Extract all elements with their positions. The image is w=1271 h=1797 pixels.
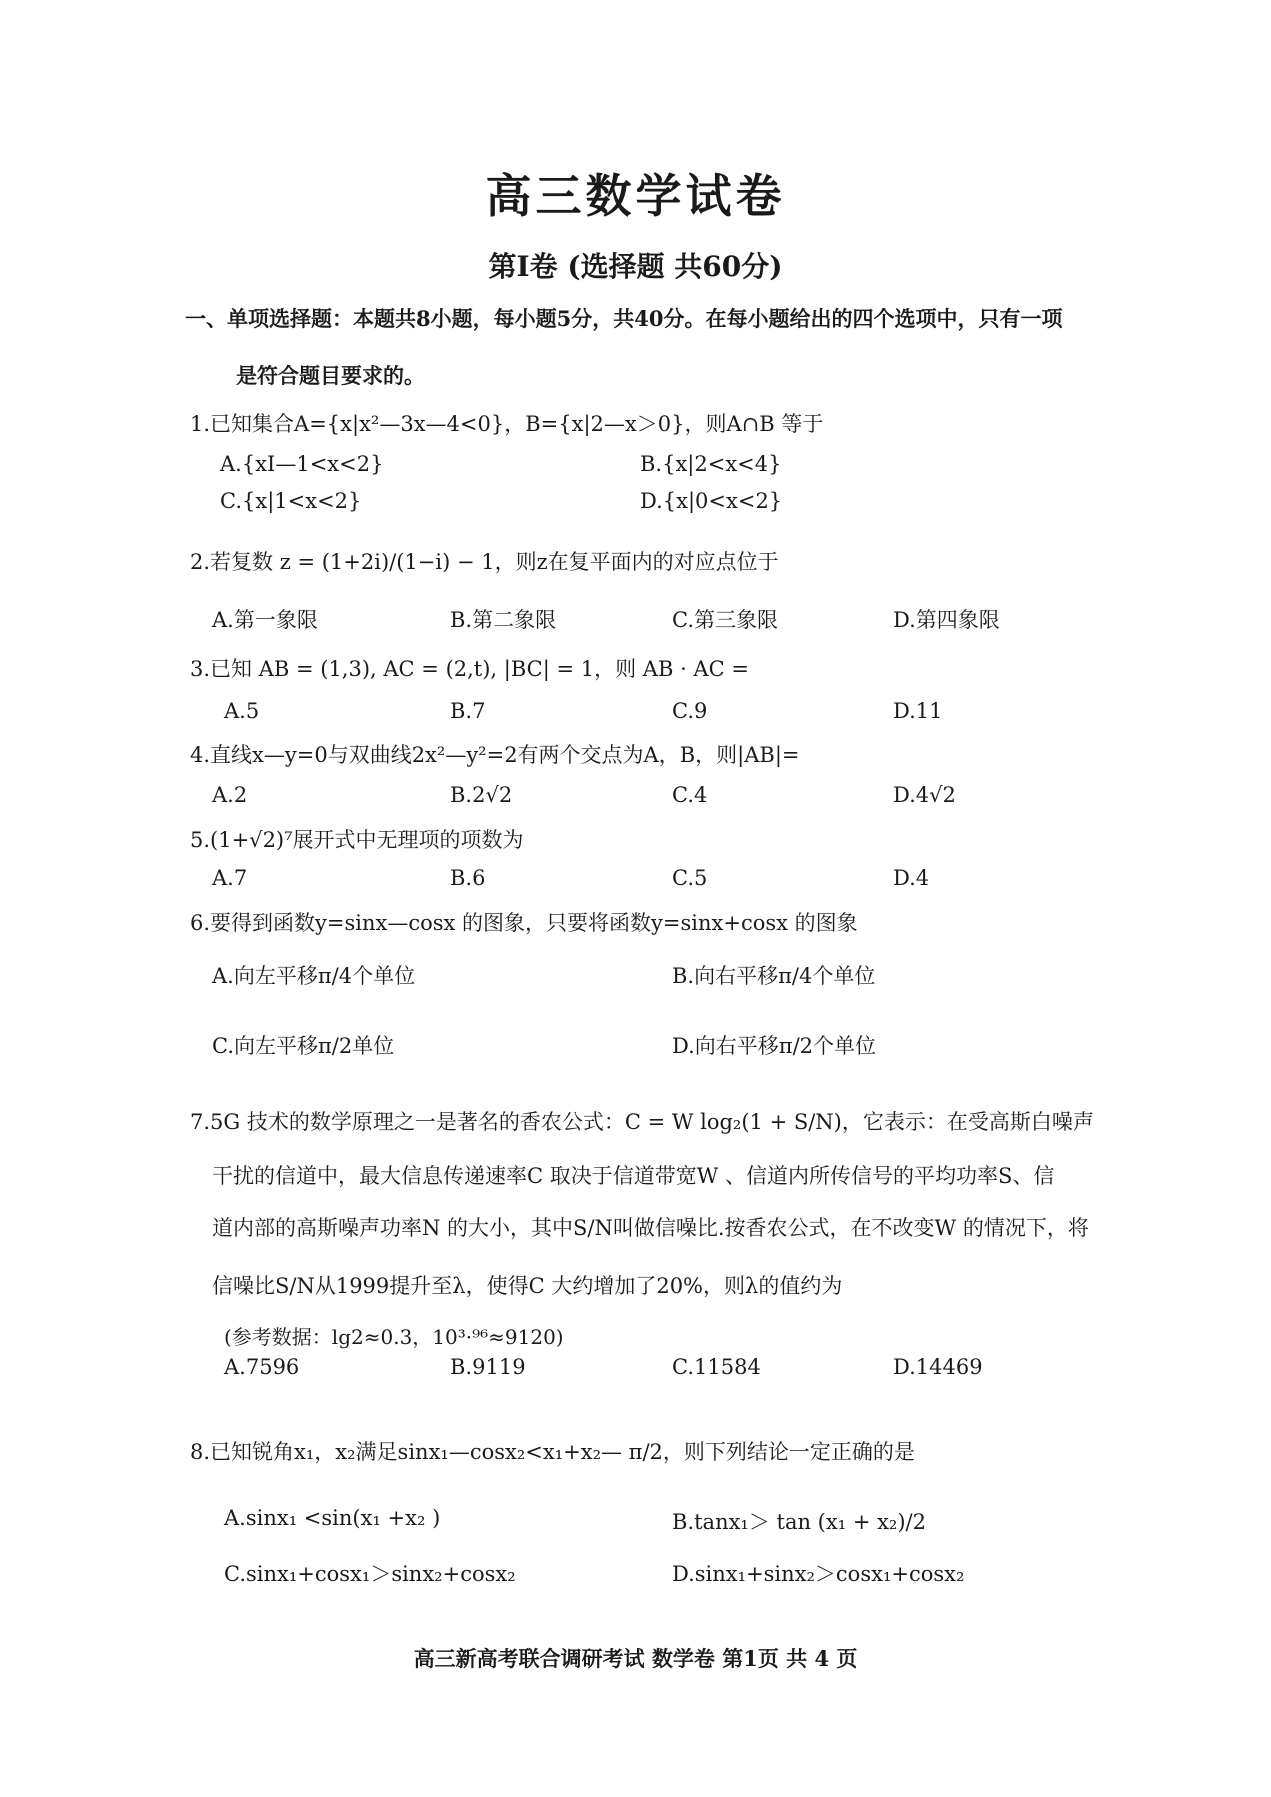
question-7-option-d: D.14469 xyxy=(893,1355,983,1379)
question-7-reference-data: (参考数据：lg2≈0.3，10³·⁹⁶≈9120) xyxy=(224,1325,564,1349)
question-5-option-d: D.4 xyxy=(893,866,930,890)
question-8-stem: 8.已知锐角x₁，x₂满足sinx₁—cosx₂<x₁+x₂— π/2，则下列结论一定正确的是 xyxy=(190,1440,915,1464)
question-7-stem-line3: 道内部的高斯噪声功率N 的大小，其中S/N叫做信噪比.按香农公式，在不改变W 的情况下，将 xyxy=(212,1216,1089,1240)
question-7-stem-line1: 7.5G 技术的数学原理之一是著名的香农公式：C = W log₂(1 + S/N)，它表示：在受高斯白噪声 xyxy=(190,1110,1094,1134)
question-7-option-b: B.9119 xyxy=(450,1355,526,1379)
question-4-stem: 4.直线x—y=0与双曲线2x²—y²=2有两个交点为A，B，则|AB|= xyxy=(190,743,800,767)
question-7-stem-line2: 干扰的信道中，最大信息传递速率C 取决于信道带宽W 、信道内所传信号的平均功率S、信 xyxy=(212,1164,1055,1188)
question-1-stem: 1.已知集合A={x|x²—3x—4<0}，B={x|2—x＞0}，则A∩B 等于 xyxy=(190,412,824,436)
question-4-option-b: B.2√2 xyxy=(450,783,513,807)
question-8-option-c: C.sinx₁+cosx₁＞sinx₂+cosx₂ xyxy=(224,1562,516,1586)
question-7-stem-line4: 信噪比S/N从1999提升至λ，使得C 大约增加了20%，则λ的值约为 xyxy=(212,1274,843,1298)
section-heading-line1: 一、单项选择题：本题共8小题，每小题5分，共40分。在每小题给出的四个选项中，只有一项 xyxy=(185,306,1063,331)
question-1-option-b: B.{x|2<x<4} xyxy=(640,452,782,476)
question-8-option-a: A.sinx₁ <sin(x₁ +x₂ ) xyxy=(224,1506,441,1530)
question-7-option-c: C.11584 xyxy=(672,1355,761,1379)
page-footer: 高三新高考联合调研考试 数学卷 第1页 共 4 页 xyxy=(413,1646,858,1671)
question-4-option-c: C.4 xyxy=(672,783,708,807)
question-2-option-d: D.第四象限 xyxy=(893,608,1000,632)
question-3-option-b: B.7 xyxy=(450,699,486,723)
question-6-option-a: A.向左平移π/4个单位 xyxy=(212,964,416,988)
question-5-option-b: B.6 xyxy=(450,866,486,890)
exam-title: 高三数学试卷 xyxy=(485,169,786,223)
question-1-option-d: D.{x|0<x<2} xyxy=(640,489,783,513)
question-4-option-a: A.2 xyxy=(212,783,248,807)
question-3-stem: 3.已知 AB = (1,3), AC = (2,t), |BC| = 1，则 AB · AC = xyxy=(190,657,749,681)
question-5-option-c: C.5 xyxy=(672,866,708,890)
question-5-option-a: A.7 xyxy=(212,866,248,890)
question-6-option-b: B.向右平移π/4个单位 xyxy=(672,964,876,988)
question-1-option-c: C.{x|1<x<2} xyxy=(220,489,362,513)
question-3-option-d: D.11 xyxy=(893,699,943,723)
question-4-option-d: D.4√2 xyxy=(893,783,956,807)
part-subtitle: 第Ⅰ卷 (选择题 共60分) xyxy=(488,250,783,283)
question-1-option-a: A.{xI—1<x<2} xyxy=(220,452,384,476)
question-3-option-c: C.9 xyxy=(672,699,708,723)
question-5-stem: 5.(1+√2)⁷展开式中无理项的项数为 xyxy=(190,828,524,852)
question-2-option-b: B.第二象限 xyxy=(450,608,557,632)
question-8-option-b: B.tanx₁＞ tan (x₁ + x₂)/2 xyxy=(672,1510,926,1534)
question-2-stem: 2.若复数 z = (1+2i)/(1−i) − 1，则z在复平面内的对应点位于 xyxy=(190,550,779,574)
question-6-option-d: D.向右平移π/2个单位 xyxy=(672,1034,877,1058)
question-7-option-a: A.7596 xyxy=(224,1355,300,1379)
section-heading-line2: 是符合题目要求的。 xyxy=(236,363,425,388)
question-2-option-a: A.第一象限 xyxy=(212,608,318,632)
question-3-option-a: A.5 xyxy=(224,699,260,723)
question-8-option-d: D.sinx₁+sinx₂＞cosx₁+cosx₂ xyxy=(672,1562,965,1586)
question-6-option-c: C.向左平移π/2单位 xyxy=(212,1034,395,1058)
question-6-stem: 6.要得到函数y=sinx—cosx 的图象，只要将函数y=sinx+cosx 的图象 xyxy=(190,911,858,935)
question-2-option-c: C.第三象限 xyxy=(672,608,778,632)
